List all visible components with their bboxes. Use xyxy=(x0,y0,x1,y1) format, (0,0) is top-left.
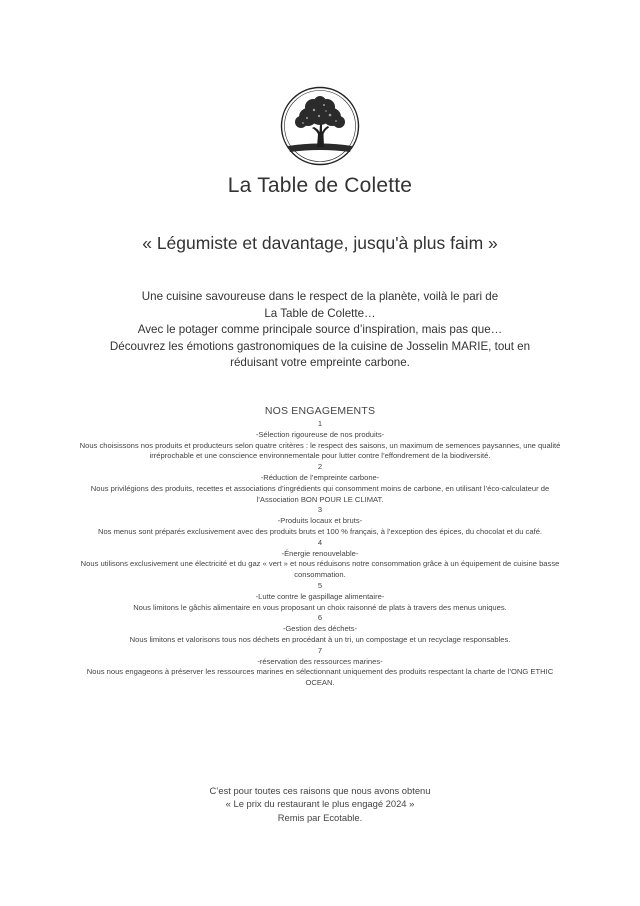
engagement-text: Nous utilisons exclusivement une électricité et du gaz « vert » et nous réduisons notre consommation grâce à un équipement de cuisine basse consommation. xyxy=(80,559,560,580)
engagement-number: 6 xyxy=(317,613,323,623)
engagement-text: Nous nous engageons à préserver les ressources marines en sélectionnant uniquement des produits respectant la charte de l’ONG ETHIC OCEAN. xyxy=(86,667,554,688)
engagements-title: NOS ENGAGEMENTS xyxy=(264,405,376,417)
engagement-item xyxy=(78,581,562,613)
intro-line: Une cuisine savoureuse dans le respect de la planète, voilà le pari de xyxy=(141,290,499,303)
engagement-text: Nous choisissons nos produits et producteurs selon quatre critères : le respect des saisons, un maximum de semences paysannes, une qualité irréprochable et une conscience environnementale pour lutter contre l’effondrement de la biodiversité. xyxy=(79,440,561,461)
engagement-heading: -Sélection rigoureuse de nos produits- xyxy=(255,429,385,439)
engagement-item xyxy=(78,538,562,581)
engagement-heading: -Énergie renouvelable- xyxy=(281,548,359,558)
engagement-item xyxy=(78,646,562,689)
restaurant-name: La Table de Colette xyxy=(227,174,413,197)
award-line: Remis par Ecotable. xyxy=(277,811,363,823)
engagement-number: 2 xyxy=(317,462,323,472)
engagement-item xyxy=(78,613,562,645)
tagline: « Légumiste et davantage, jusqu'à plus faim » xyxy=(142,233,498,253)
engagement-heading: -réservation des ressources marines- xyxy=(257,656,383,666)
engagements-section xyxy=(78,405,562,689)
engagement-text: Nos menus sont préparés exclusivement avec des produits bruts et 100 % français, à l’exception des épices, du chocolat et du café. xyxy=(97,526,543,536)
engagement-heading: -Gestion des déchets- xyxy=(282,624,358,634)
tree-logo-icon xyxy=(280,86,360,166)
engagement-item xyxy=(78,505,562,537)
engagement-text: Nous privilégions des produits, recettes et associations d’ingrédients qui consomment moins de carbone, en utilisant l’éco-calculateur de l’Association BON POUR LE CLIMAT. xyxy=(90,483,550,504)
engagement-heading: -Réduction de l’empreinte carbone- xyxy=(260,472,380,482)
engagement-item xyxy=(78,419,562,462)
engagement-number: 3 xyxy=(317,505,323,515)
intro-line: Découvrez les émotions gastronomiques de la cuisine de Josselin MARIE, tout en xyxy=(109,339,531,353)
engagement-number: 4 xyxy=(317,537,323,547)
engagement-number: 7 xyxy=(317,645,323,655)
engagement-heading: -Produits locaux et bruts- xyxy=(277,516,363,526)
engagement-text: Nous limitons le gâchis alimentaire en vous proposant un choix raisonné de plats à travers des menus uniques. xyxy=(133,602,507,612)
engagement-number: 1 xyxy=(317,419,323,428)
award-line: C’est pour toutes ces raisons que nous avons obtenu xyxy=(209,785,431,796)
intro-line: Avec le potager comme principale source d’inspiration, mais pas que… xyxy=(137,323,503,336)
intro-paragraph xyxy=(80,289,560,372)
award-statement xyxy=(0,784,640,824)
engagement-heading: -Lutte contre le gaspillage alimentaire- xyxy=(255,591,385,601)
engagement-number: 5 xyxy=(317,580,323,590)
intro-line: La Table de Colette… xyxy=(264,306,376,320)
engagement-text: Nous limitons et valorisons tous nos déchets en procédant à un tri, un compostage et un recyclage responsables. xyxy=(129,634,511,644)
award-line: « Le prix du restaurant le plus engagé 2024 » xyxy=(225,798,415,810)
engagement-item xyxy=(78,462,562,505)
intro-line: réduisant votre empreinte carbone. xyxy=(230,356,410,369)
